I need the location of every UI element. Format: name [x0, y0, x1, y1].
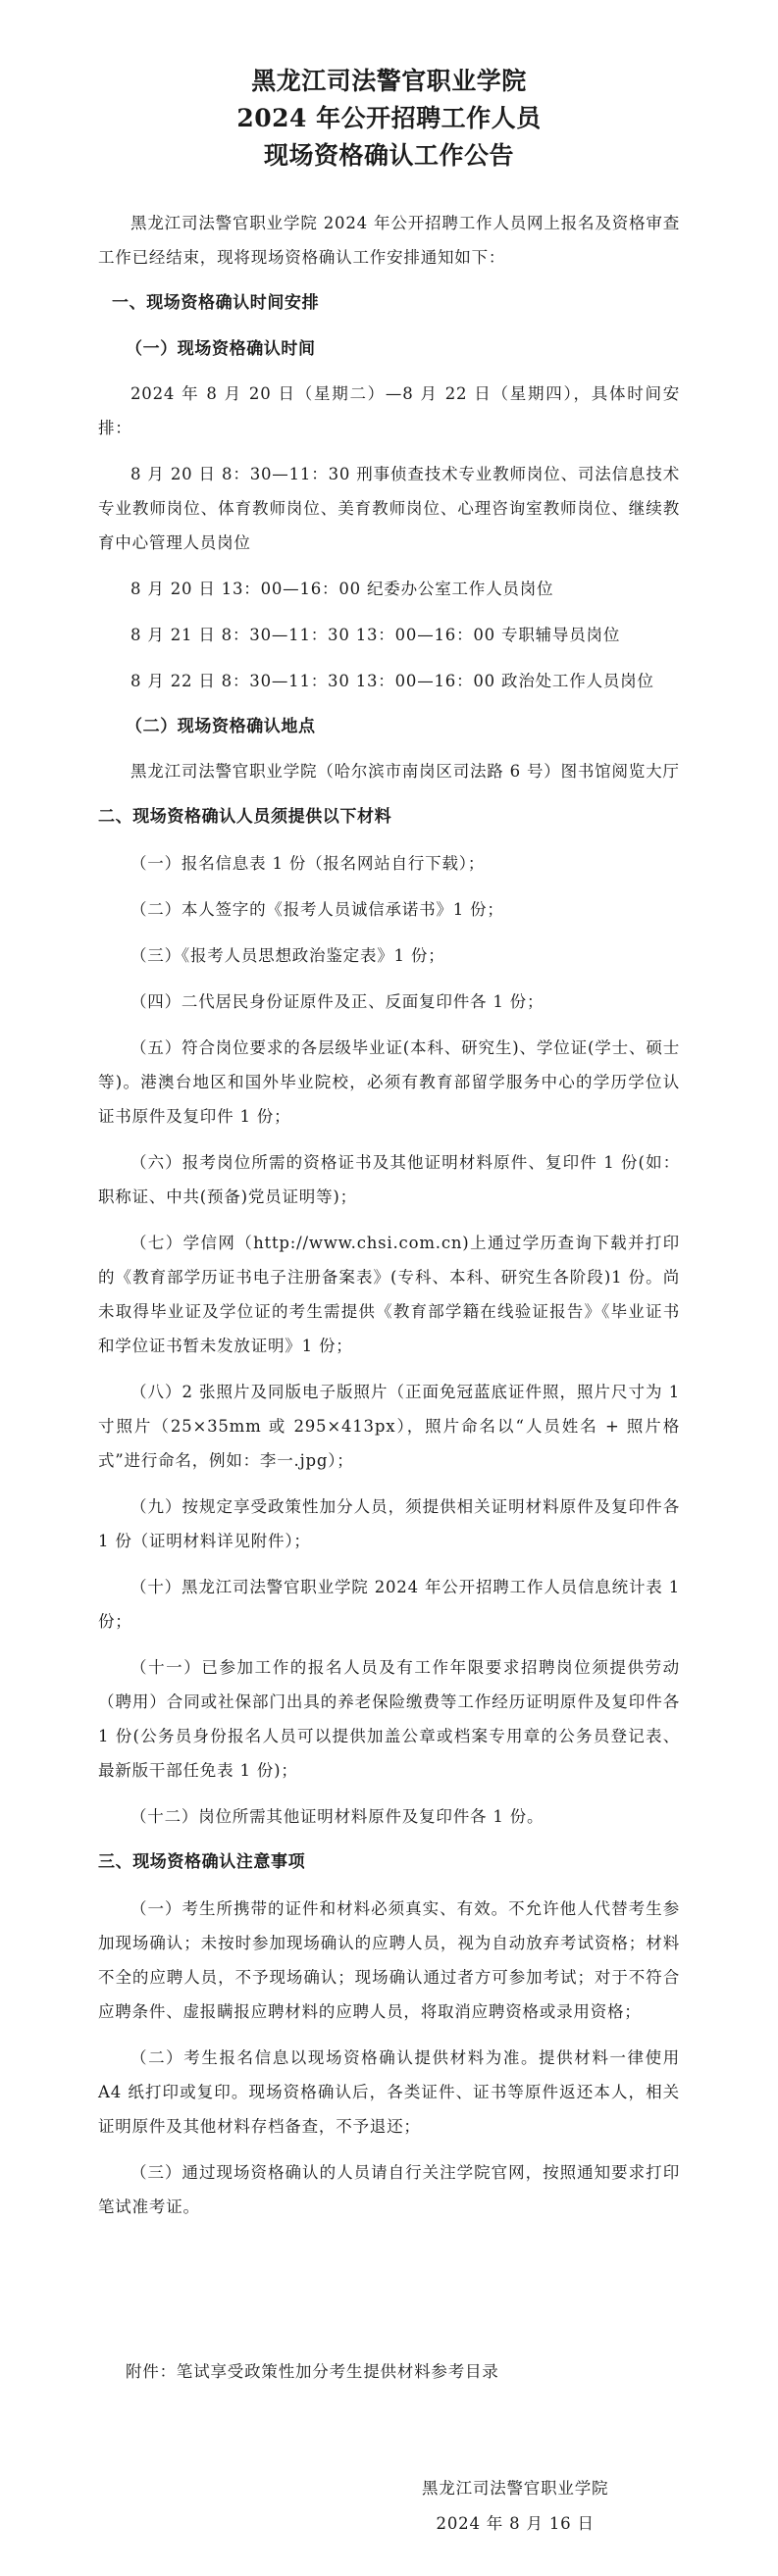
material-item: （五）符合岗位要求的各层级毕业证(本科、研究生)、学位证(学士、硕士等)。港澳台地区和国外毕业院校，必须有教育部留学服务中心的学历学位认证书原件及复印件 1 份； — [98, 1038, 680, 1126]
material-item: （六）报考岗位所需的资格证书及其他证明材料原件、复印件 1 份(如：职称证、中共(预备)党员证明等)； — [98, 1153, 680, 1206]
location-text: 黑龙江司法警官职业学院（哈尔滨市南岗区司法路 6 号）图书馆阅览大厅 — [130, 762, 680, 781]
section-1-heading: 一、现场资格确认时间安排 — [112, 293, 320, 313]
material-item: （二）本人签字的《报考人员诚信承诺书》1 份； — [130, 900, 504, 919]
schedule-item: 8 月 20 日 8：30—11：30 刑事侦查技术专业教师岗位、司法信息技术专业教师岗位、体育教师岗位、美育教师岗位、心理咨询室教师岗位、继续教育中心管理人员岗位 — [98, 465, 680, 552]
material-item: （十一）已参加工作的报名人员及有工作年限要求招聘岗位须提供劳动（聘用）合同或社保部门出具的养老保险缴费等工作经历证明原件及复印件各 1 份(公务员身份报名人员可以提供加盖公章或档案专用章的公务员登记表、最新版干部任免表 1 份)； — [98, 1658, 680, 1780]
material-item: （九）按规定享受政策性加分人员，须提供相关证明材料原件及复印件各 1 份（证明材料详见附件）； — [98, 1497, 680, 1550]
notice-item: （一）考生所携带的证件和材料必须真实、有效。不允许他人代替考生参加现场确认；未按时参加现场确认的应聘人员，视为自动放弃考试资格；材料不全的应聘人员，不予现场确认；现场确认通过者方可参加考试；对于不符合应聘条件、虚报瞒报应聘材料的应聘人员，将取消应聘资格或录用资格； — [98, 1899, 680, 2021]
signature-org: 黑龙江司法警官职业学院 — [422, 2479, 609, 2498]
schedule-item: 8 月 21 日 8：30—11：30 13：00—16：00 专职辅导员岗位 — [130, 626, 621, 644]
material-item: （三）《报考人员思想政治鉴定表》1 份； — [130, 946, 445, 965]
intro-paragraph: 黑龙江司法警官职业学院 2024 年公开招聘工作人员网上报名及资格审查工作已经结束，现将现场资格确认工作安排通知如下： — [98, 214, 680, 267]
announcement-body — [98, 206, 680, 2236]
section-2-heading: 二、现场资格确认人员须提供以下材料 — [98, 807, 392, 827]
section-3-heading: 三、现场资格确认注意事项 — [98, 1852, 306, 1872]
schedule-item: 8 月 22 日 8：30—11：30 13：00—16：00 政治处工作人员岗位 — [130, 672, 654, 690]
material-item: （十二）岗位所需其他证明材料原件及复印件各 1 份。 — [130, 1807, 545, 1826]
material-item: （八）2 张照片及同版电子版照片（正面免冠蓝底证件照，照片尺寸为 1 寸照片（25×35mm 或 295×413px），照片命名以“人员姓名 + 照片格式”进行命名，例如：李一.jpg）； — [98, 1383, 680, 1470]
notice-item: （二）考生报名信息以现场资格确认提供材料为准。提供材料一律使用 A4 纸打印或复印。现场资格确认后，各类证件、证书等原件返还本人，相关证明原件及其他材料存档备查，不予退还； — [98, 2048, 680, 2136]
material-item: （七）学信网（http://www.chsi.com.cn)上通过学历查询下载并打印的《教育部学历证书电子注册备案表》(专科、本科、研究生各阶段)1 份。尚未取得毕业证及学位证的考生需提供《教育部学籍在线验证报告》《毕业证书和学位证书暂未发放证明》1 份； — [98, 1234, 680, 1355]
material-item: （四）二代居民身份证原件及正、反面复印件各 1 份； — [130, 992, 545, 1011]
title-line-1: 黑龙江司法警官职业学院 — [251, 67, 527, 95]
section-1-sub2-heading: （二）现场资格确认地点 — [126, 717, 316, 736]
signature-date: 2024 年 8 月 16 日 — [436, 2514, 595, 2533]
material-item: （一）报名信息表 1 份（报名网站自行下载）； — [130, 854, 486, 873]
schedule-dates: 2024 年 8 月 20 日（星期二）—8 月 22 日（星期四），具体时间安排： — [98, 384, 680, 437]
title-block — [0, 63, 778, 175]
notice-item: （三）通过现场资格确认的人员请自行关注学院官网，按照通知要求打印笔试准考证。 — [98, 2163, 680, 2216]
title-line-3: 现场资格确认工作公告 — [263, 141, 514, 170]
signature-block — [422, 2471, 608, 2542]
section-1-sub1-heading: （一）现场资格确认时间 — [126, 339, 316, 359]
material-item: （十）黑龙江司法警官职业学院 2024 年公开招聘工作人员信息统计表 1 份； — [98, 1578, 680, 1631]
schedule-item: 8 月 20 日 13：00—16：00 纪委办公室工作人员岗位 — [130, 580, 554, 598]
attachment-note: 附件：笔试享受政策性加分考生提供材料参考目录 — [126, 2362, 499, 2381]
title-line-2: 2024 年公开招聘工作人员 — [236, 104, 542, 132]
